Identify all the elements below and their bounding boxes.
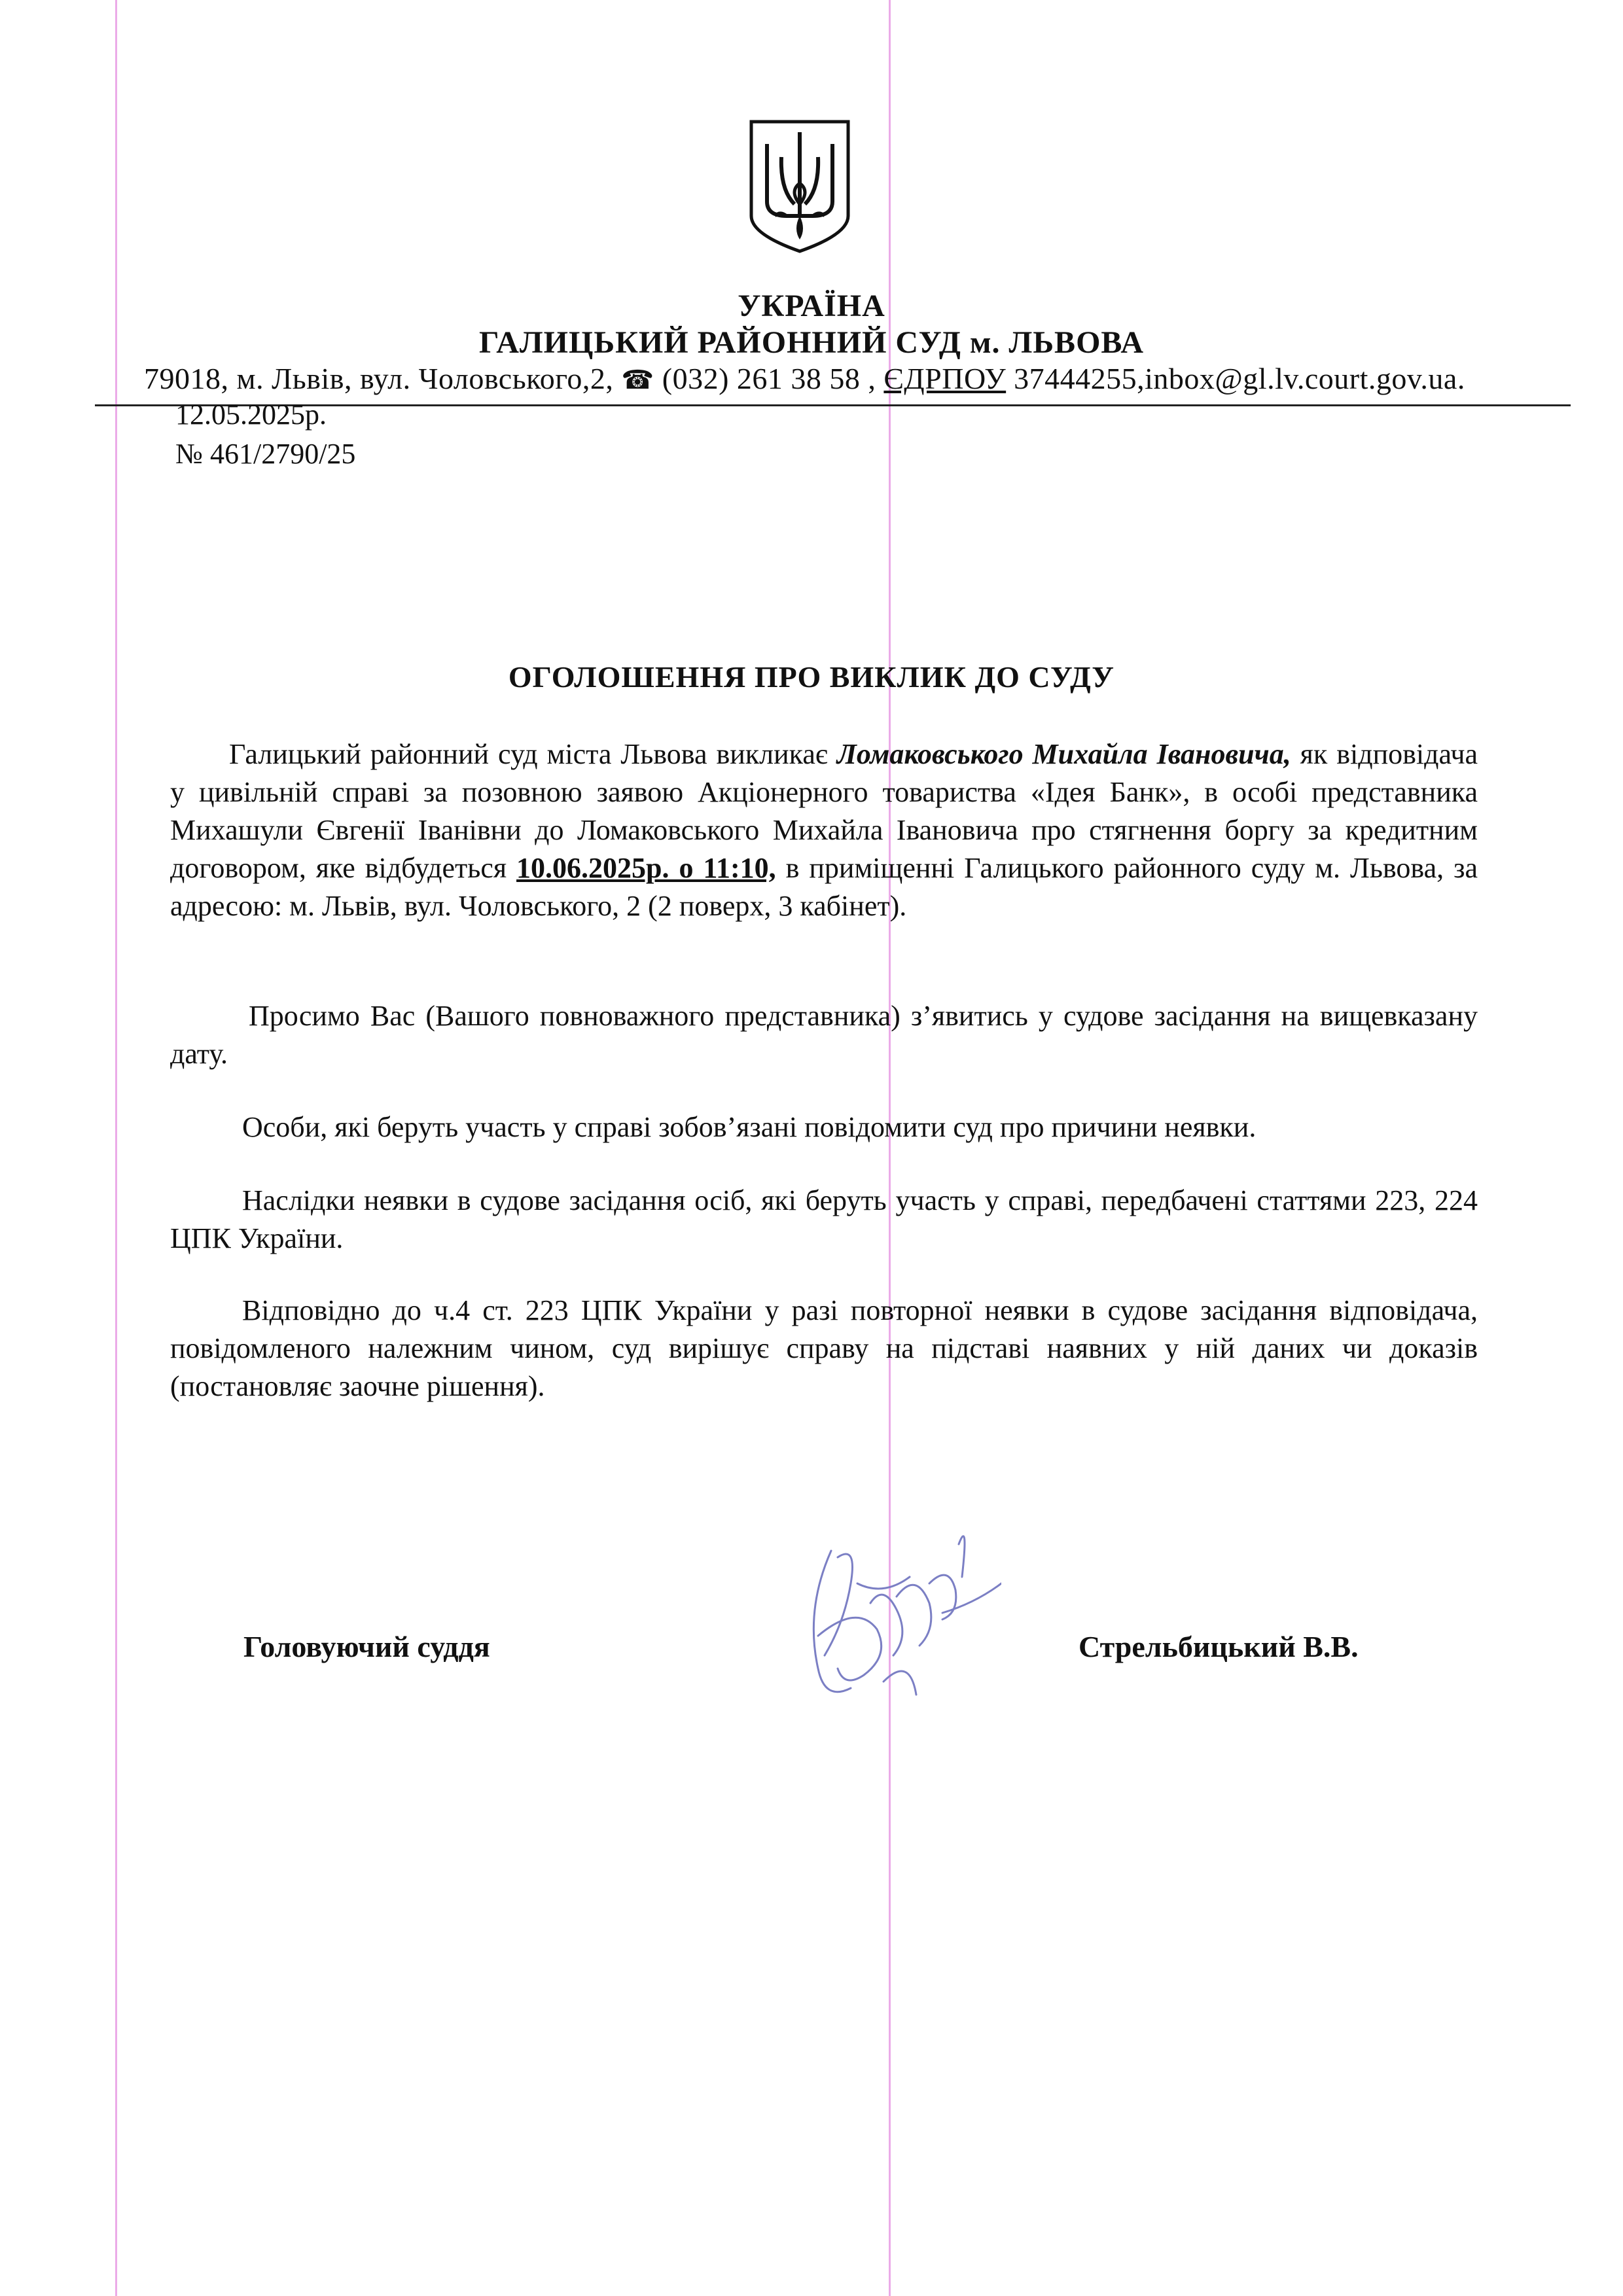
phone-number: (032) 261 38 58 , — [662, 362, 876, 395]
summons-text-b: як відповідача у цивільній справі за позовною заявою Акціонерного товариства «Ідея Банк», в особі представника Михашули Євгенії Іванівни до Ломаковського Михайла Івановича про стягнення боргу за кредитним договором, яке відбудеться — [170, 738, 1478, 884]
summons-text-c: в приміщенні Галицького районного суду м. Львова, за адресою: м. Львів, вул. Чоловського, 2 (2 поверх, 3 кабінет). — [170, 852, 1478, 922]
document-date: 12.05.2025р. — [175, 398, 327, 431]
court-title: ГАЛИЦЬКИЙ РАЙОННИЙ СУД м. ЛЬВОВА — [478, 325, 1145, 360]
summons-text-a: Галицький районний суд міста Львова викликає — [229, 738, 837, 770]
judge-role: Головуючий суддя — [243, 1630, 490, 1663]
defendant-name: Ломаковського Михайла Івановича, — [836, 738, 1291, 770]
case-number: № 461/2790/25 — [175, 438, 356, 470]
hearing-datetime: 10.06.2025р. о 11:10, — [516, 852, 776, 884]
paragraph-summons — [170, 735, 1478, 925]
handwritten-signature — [779, 1505, 1001, 1727]
paragraph-request: Просимо Вас (Вашого повноважного представника) з’явитись у судове засідання на вищевказану дату. — [170, 1000, 1478, 1070]
paragraph-consequences: Наслідки неявки в судове засідання осіб, які беруть участь у справі, передбачені статтями 223, 224 ЦПК України. — [170, 1184, 1478, 1254]
edrpou-label: ЄДРПОУ — [883, 362, 1007, 395]
judge-name: Стрельбицький В.В. — [1079, 1630, 1359, 1663]
phone-icon: ☎ — [621, 365, 654, 395]
edrpou-and-email: 37444255,inbox@gl.lv.court.gov.ua. — [1014, 362, 1465, 395]
court-address-line — [144, 361, 1465, 396]
document-title: ОГОЛОШЕННЯ ПРО ВИКЛИК ДО СУДУ — [508, 660, 1115, 694]
address-text: 79018, м. Львів, вул. Чоловського,2, — [144, 362, 614, 395]
paragraph-obligation: Особи, які беруть участь у справі зобов’язані повідомити суд про причини неявки. — [242, 1111, 1257, 1143]
country-title: УКРАЇНА — [738, 289, 885, 323]
paragraph-default-judgment: Відповідно до ч.4 ст. 223 ЦПК України у разі повторної неявки в судове засідання відповідача, повідомленого належним чином, суд вирішує справу на підставі наявних у ній даних чи доказів (постановляє заочне рішення). — [170, 1294, 1478, 1402]
coat-of-arms-icon — [747, 118, 852, 254]
